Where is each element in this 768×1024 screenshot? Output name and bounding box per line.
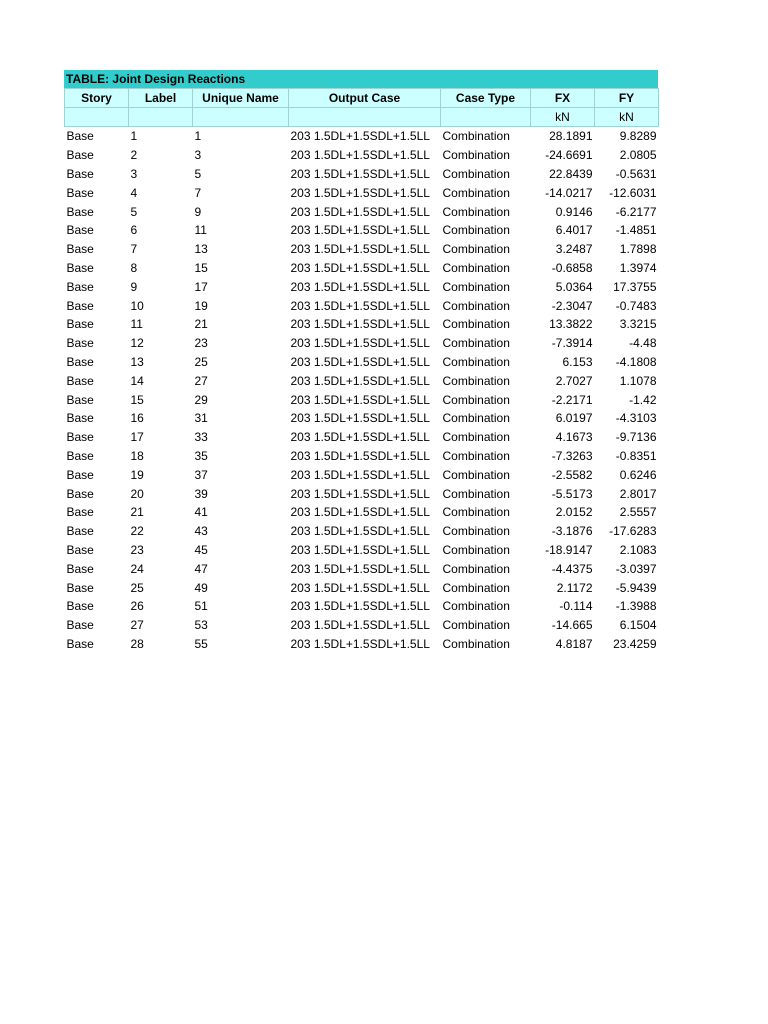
output-case-cell: 203 1.5DL+1.5SDL+1.5LL: [290, 279, 430, 294]
output-case-cell: 203 1.5DL+1.5SDL+1.5LL: [290, 242, 430, 257]
unique-name-cell: 19: [194, 298, 208, 313]
unique-name-cell: 17: [194, 279, 208, 294]
story-cell: Base: [66, 185, 94, 200]
output-case-cell: 203 1.5DL+1.5SDL+1.5LL: [290, 448, 430, 463]
unique-name-cell: 27: [194, 373, 208, 388]
fx-cell: -5.5173: [551, 486, 593, 501]
label-cell: 14: [130, 373, 144, 388]
fy-cell: -6.2177: [615, 204, 657, 219]
story-cell: Base: [66, 542, 94, 557]
fy-cell: -1.3988: [615, 599, 657, 614]
unique-name-cell: 9: [194, 204, 202, 219]
output-case-cell: 203 1.5DL+1.5SDL+1.5LL: [290, 486, 430, 501]
label-cell: 13: [130, 354, 144, 369]
table-row: [65, 541, 659, 560]
label-cell: 28: [130, 636, 144, 651]
story-cell: Base: [66, 392, 94, 407]
label-cell: 15: [130, 392, 144, 407]
case-type-cell: Combination: [442, 561, 510, 576]
label-cell: 23: [130, 542, 144, 557]
output-case-cell: 203 1.5DL+1.5SDL+1.5LL: [290, 373, 430, 388]
fx-cell: -18.9147: [545, 542, 593, 557]
fx-cell: -2.3047: [551, 298, 593, 313]
fy-cell: 9.8289: [619, 129, 657, 144]
table-row: [65, 635, 659, 654]
fy-cell: -0.7483: [615, 298, 657, 313]
label-cell: 25: [130, 580, 144, 595]
unique-name-cell: 53: [194, 618, 208, 633]
fy-cell: 1.1078: [619, 373, 657, 388]
unit-fy: kN: [595, 108, 659, 127]
output-case-cell: 203 1.5DL+1.5SDL+1.5LL: [290, 599, 430, 614]
label-cell: 19: [130, 467, 144, 482]
output-case-cell: 203 1.5DL+1.5SDL+1.5LL: [290, 505, 430, 520]
label-cell: 6: [130, 223, 138, 238]
fy-cell: -5.9439: [615, 580, 657, 595]
label-cell: 21: [130, 505, 144, 520]
case-type-cell: Combination: [442, 599, 510, 614]
fy-cell: -4.1808: [615, 354, 657, 369]
label-cell: 10: [130, 298, 144, 313]
output-case-cell: 203 1.5DL+1.5SDL+1.5LL: [290, 411, 430, 426]
story-cell: Base: [66, 561, 94, 576]
story-cell: Base: [66, 204, 94, 219]
unique-name-cell: 41: [194, 505, 208, 520]
unique-name-cell: 13: [194, 242, 208, 257]
output-case-cell: 203 1.5DL+1.5SDL+1.5LL: [290, 129, 430, 144]
case-type-cell: Combination: [442, 524, 510, 539]
story-cell: Base: [66, 242, 94, 257]
fx-cell: 6.0197: [555, 411, 593, 426]
fy-cell: -3.0397: [615, 561, 657, 576]
label-cell: 4: [130, 185, 138, 200]
story-cell: Base: [66, 166, 94, 181]
output-case-cell: 203 1.5DL+1.5SDL+1.5LL: [290, 166, 430, 181]
unique-name-cell: 1: [194, 129, 202, 144]
case-type-cell: Combination: [442, 542, 510, 557]
unique-name-cell: 55: [194, 636, 208, 651]
output-case-cell: 203 1.5DL+1.5SDL+1.5LL: [290, 467, 430, 482]
fx-cell: -0.114: [559, 599, 593, 614]
output-case-cell: 203 1.5DL+1.5SDL+1.5LL: [290, 298, 430, 313]
fy-cell: 2.8017: [619, 486, 657, 501]
fy-cell: 3.3215: [619, 317, 657, 332]
case-type-cell: Combination: [442, 486, 510, 501]
fx-cell: 6.4017: [555, 223, 593, 238]
label-cell: 26: [130, 599, 144, 614]
label-cell: 8: [130, 260, 138, 275]
case-type-cell: Combination: [442, 636, 510, 651]
fy-cell: 1.7898: [619, 242, 657, 257]
fx-cell: 2.0152: [555, 505, 593, 520]
fx-cell: 4.8187: [555, 636, 593, 651]
label-cell: 9: [130, 279, 138, 294]
output-case-cell: 203 1.5DL+1.5SDL+1.5LL: [290, 430, 430, 445]
story-cell: Base: [66, 129, 94, 144]
fy-cell: -1.4851: [615, 223, 657, 238]
table-row: [65, 371, 659, 390]
case-type-cell: Combination: [442, 129, 510, 144]
fy-cell: -1.42: [629, 392, 657, 407]
story-cell: Base: [66, 223, 94, 238]
story-cell: Base: [66, 467, 94, 482]
output-case-cell: 203 1.5DL+1.5SDL+1.5LL: [290, 580, 430, 595]
label-cell: 16: [130, 411, 144, 426]
case-type-cell: Combination: [442, 166, 510, 181]
header-output-case: Output Case: [289, 89, 441, 108]
case-type-cell: Combination: [442, 204, 510, 219]
fy-cell: -0.8351: [615, 448, 657, 463]
unique-name-cell: 23: [194, 336, 208, 351]
fy-cell: 17.3755: [613, 279, 657, 294]
header-label: Label: [129, 89, 193, 108]
output-case-cell: 203 1.5DL+1.5SDL+1.5LL: [290, 636, 430, 651]
case-type-cell: Combination: [442, 185, 510, 200]
story-cell: Base: [66, 317, 94, 332]
unique-name-cell: 51: [194, 599, 208, 614]
output-case-cell: 203 1.5DL+1.5SDL+1.5LL: [290, 317, 430, 332]
reactions-table: [64, 88, 659, 653]
table-row: [65, 183, 659, 202]
case-type-cell: Combination: [442, 336, 510, 351]
table-row: [65, 616, 659, 635]
header-case-type: Case Type: [441, 89, 531, 108]
unique-name-cell: 37: [194, 467, 208, 482]
label-cell: 18: [130, 448, 144, 463]
table-row: [65, 484, 659, 503]
fy-cell: -4.3103: [615, 411, 657, 426]
fy-cell: 2.0805: [619, 148, 657, 163]
label-cell: 22: [130, 524, 144, 539]
case-type-cell: Combination: [442, 430, 510, 445]
unique-name-cell: 31: [194, 411, 208, 426]
table-row: [65, 559, 659, 578]
unit-story: [65, 108, 129, 127]
fx-cell: -2.5582: [551, 467, 593, 482]
label-cell: 24: [130, 561, 144, 576]
story-cell: Base: [66, 298, 94, 313]
fx-cell: -4.4375: [551, 561, 593, 576]
case-type-cell: Combination: [442, 298, 510, 313]
table-row: [65, 127, 659, 146]
fy-cell: -12.6031: [609, 185, 657, 200]
output-case-cell: 203 1.5DL+1.5SDL+1.5LL: [290, 185, 430, 200]
fy-cell: -9.7136: [615, 430, 657, 445]
fx-cell: 5.0364: [555, 279, 593, 294]
unique-name-cell: 15: [194, 260, 208, 275]
fy-cell: 2.5557: [619, 505, 657, 520]
table-body: [65, 127, 659, 654]
table-row: [65, 165, 659, 184]
unique-name-cell: 43: [194, 524, 208, 539]
unique-name-cell: 5: [194, 166, 202, 181]
label-cell: 11: [130, 317, 143, 332]
story-cell: Base: [66, 524, 94, 539]
unit-fx: kN: [531, 108, 595, 127]
case-type-cell: Combination: [442, 392, 510, 407]
table-row: [65, 240, 659, 259]
label-cell: 1: [130, 129, 138, 144]
output-case-cell: 203 1.5DL+1.5SDL+1.5LL: [290, 392, 430, 407]
story-cell: Base: [66, 505, 94, 520]
table-row: [65, 522, 659, 541]
label-cell: 7: [130, 242, 138, 257]
fx-cell: 2.1172: [556, 580, 593, 595]
story-cell: Base: [66, 618, 94, 633]
story-cell: Base: [66, 148, 94, 163]
story-cell: Base: [66, 373, 94, 388]
label-cell: 20: [130, 486, 144, 501]
unique-name-cell: 45: [194, 542, 208, 557]
fy-cell: 23.4259: [613, 636, 657, 651]
table-row: [65, 447, 659, 466]
unit-unique-name: [193, 108, 289, 127]
table-row: [65, 353, 659, 372]
table-row: [65, 390, 659, 409]
case-type-cell: Combination: [442, 618, 510, 633]
fx-cell: 13.3822: [549, 317, 593, 332]
unique-name-cell: 7: [194, 185, 202, 200]
story-cell: Base: [66, 599, 94, 614]
case-type-cell: Combination: [442, 260, 510, 275]
output-case-cell: 203 1.5DL+1.5SDL+1.5LL: [290, 336, 430, 351]
unique-name-cell: 29: [194, 392, 208, 407]
fx-cell: 22.8439: [549, 166, 593, 181]
output-case-cell: 203 1.5DL+1.5SDL+1.5LL: [290, 618, 430, 633]
table-row: [65, 221, 659, 240]
story-cell: Base: [66, 580, 94, 595]
case-type-cell: Combination: [442, 448, 510, 463]
units-row: [65, 108, 659, 127]
header-fx: FX: [531, 89, 595, 108]
story-cell: Base: [66, 279, 94, 294]
table-row: [65, 315, 659, 334]
output-case-cell: 203 1.5DL+1.5SDL+1.5LL: [290, 260, 430, 275]
header-fy: FY: [595, 89, 659, 108]
output-case-cell: 203 1.5DL+1.5SDL+1.5LL: [290, 542, 430, 557]
fy-cell: 6.1504: [619, 618, 657, 633]
fx-cell: -0.6858: [551, 260, 593, 275]
fx-cell: -2.2171: [551, 392, 593, 407]
story-cell: Base: [66, 411, 94, 426]
fx-cell: -7.3263: [551, 448, 593, 463]
label-cell: 3: [130, 166, 138, 181]
header-unique-name: Unique Name: [193, 89, 289, 108]
story-cell: Base: [66, 354, 94, 369]
table-row: [65, 597, 659, 616]
story-cell: Base: [66, 430, 94, 445]
label-cell: 17: [130, 430, 144, 445]
fx-cell: -7.3914: [551, 336, 593, 351]
fy-cell: -17.6283: [609, 524, 657, 539]
case-type-cell: Combination: [442, 467, 510, 482]
output-case-cell: 203 1.5DL+1.5SDL+1.5LL: [290, 561, 430, 576]
unique-name-cell: 39: [194, 486, 208, 501]
case-type-cell: Combination: [442, 279, 510, 294]
unique-name-cell: 11: [194, 223, 207, 238]
table-row: [65, 334, 659, 353]
fx-cell: -24.6691: [545, 148, 593, 163]
header-story: Story: [65, 89, 129, 108]
fx-cell: -14.0217: [545, 185, 593, 200]
fx-cell: 28.1891: [549, 129, 593, 144]
label-cell: 5: [130, 204, 138, 219]
fx-cell: 2.7027: [555, 373, 593, 388]
fx-cell: 3.2487: [555, 242, 593, 257]
unit-output-case: [289, 108, 441, 127]
story-cell: Base: [66, 448, 94, 463]
case-type-cell: Combination: [442, 505, 510, 520]
unique-name-cell: 47: [194, 561, 208, 576]
case-type-cell: Combination: [442, 580, 510, 595]
output-case-cell: 203 1.5DL+1.5SDL+1.5LL: [290, 223, 430, 238]
fy-cell: -4.48: [629, 336, 657, 351]
unit-label: [129, 108, 193, 127]
table-row: [65, 146, 659, 165]
story-cell: Base: [66, 336, 94, 351]
fx-cell: 4.1673: [555, 430, 593, 445]
table-row: [65, 277, 659, 296]
label-cell: 12: [130, 336, 144, 351]
unique-name-cell: 25: [194, 354, 208, 369]
label-cell: 2: [130, 148, 138, 163]
unique-name-cell: 21: [194, 317, 208, 332]
fx-cell: -14.665: [551, 618, 593, 633]
fy-cell: 1.3974: [619, 260, 657, 275]
story-cell: Base: [66, 486, 94, 501]
table-row: [65, 202, 659, 221]
fx-cell: -3.1876: [551, 524, 593, 539]
fy-cell: 2.1083: [619, 542, 657, 557]
table-row: [65, 259, 659, 278]
fx-cell: 6.153: [562, 354, 593, 369]
unit-case-type: [441, 108, 531, 127]
fy-cell: -0.5631: [615, 166, 657, 181]
joint-design-reactions-sheet: [64, 70, 658, 653]
label-cell: 27: [130, 618, 144, 633]
table-row: [65, 428, 659, 447]
output-case-cell: 203 1.5DL+1.5SDL+1.5LL: [290, 524, 430, 539]
header-row: [65, 89, 659, 108]
unique-name-cell: 3: [194, 148, 202, 163]
table-row: [65, 578, 659, 597]
case-type-cell: Combination: [442, 373, 510, 388]
unique-name-cell: 35: [194, 448, 208, 463]
case-type-cell: Combination: [442, 242, 510, 257]
output-case-cell: 203 1.5DL+1.5SDL+1.5LL: [290, 148, 430, 163]
fx-cell: 0.9146: [555, 204, 593, 219]
table-row: [65, 503, 659, 522]
output-case-cell: 203 1.5DL+1.5SDL+1.5LL: [290, 354, 430, 369]
case-type-cell: Combination: [442, 148, 510, 163]
case-type-cell: Combination: [442, 411, 510, 426]
unique-name-cell: 49: [194, 580, 208, 595]
case-type-cell: Combination: [442, 317, 510, 332]
fy-cell: 0.6246: [619, 467, 657, 482]
case-type-cell: Combination: [442, 223, 510, 238]
case-type-cell: Combination: [442, 354, 510, 369]
story-cell: Base: [66, 636, 94, 651]
table-title: TABLE: Joint Design Reactions: [64, 70, 658, 88]
story-cell: Base: [66, 260, 94, 275]
output-case-cell: 203 1.5DL+1.5SDL+1.5LL: [290, 204, 430, 219]
unique-name-cell: 33: [194, 430, 208, 445]
table-row: [65, 465, 659, 484]
table-row: [65, 296, 659, 315]
table-row: [65, 409, 659, 428]
